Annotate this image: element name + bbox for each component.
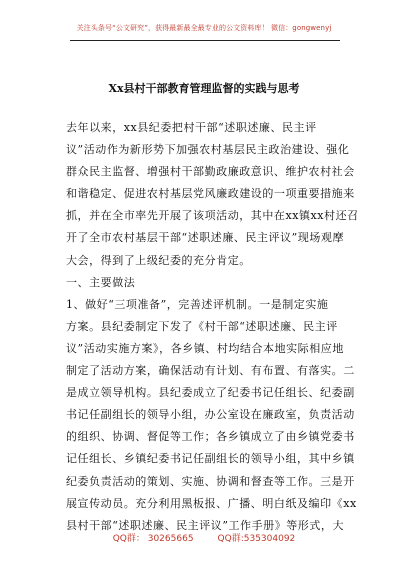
qq-group-left: QQ群： 30265665 [112,534,194,544]
body-line: 议”活动作为新形势下加强农村基层民主政治建设、强化 [66,143,350,157]
body-line: 抓，并在全市率先开展了该项活动，其中在xx镇xx村还召 [66,209,359,223]
body-line: 书记任副组长的领导小组，办公室设在廉政室，负责活动 [66,408,355,422]
document-title: Xx县村干部教育管理监督的实践与思考 [108,82,300,95]
document-body [66,117,359,537]
qq-group-right: QQ群:535304092 [217,534,296,544]
body-line: 展宣传动员。充分利用黑板报、广播、明白纸及编印《xx [66,496,357,510]
body-line: 制定了活动方案，确保活动有计划、有布置、有落实。二 [66,364,355,378]
section-heading: 一、主要做法 [66,275,136,289]
body-line: 群众民主监督、增强村干部勤政廉政意识、维护农村社会 [66,165,355,179]
body-line: 和谐稳定、促进农村基层党风廉政建设的一项重要措施来 [66,187,355,201]
footer-contact [0,531,408,544]
header-divider [70,40,340,41]
promo-banner: 关注头条号“公文研究”，获得最新最全最专业的公文资料库！ 微信：gongwenyj [76,24,332,32]
body-line: 纪委负责活动的策划、实施、协调和督查等工作。三是开 [66,474,355,488]
body-line: 记任组长、乡镇纪委书记任副组长的领导小组，其中乡镇 [66,452,355,466]
body-line: 议”活动实施方案》，各乡镇、村均结合本地实际相应地 [66,341,344,355]
body-line: 开了全市农村基层干部“述职述廉、民主评议”现场观摩 [66,231,344,245]
body-line: 县村干部“述职述廉、民主评议”工作手册》等形式，大 [66,518,344,532]
body-line: 方案。县纪委制定下发了《村干部“述职述廉、民主评 [66,319,338,333]
body-line: 去年以来，xx县纪委把村干部“述职述廉、民主评 [66,121,317,134]
body-line: 是成立领导机构。县纪委成立了纪委书记任组长、纪委副 [66,386,355,400]
body-line: 的组织、协调、督促等工作；各乡镇成立了由乡镇党委书 [66,430,355,444]
body-line: 1、做好“三项准备”，完善述评机制。一是制定实施 [66,297,329,311]
body-line: 大会，得到了上级纪委的充分肯定。 [66,253,251,267]
